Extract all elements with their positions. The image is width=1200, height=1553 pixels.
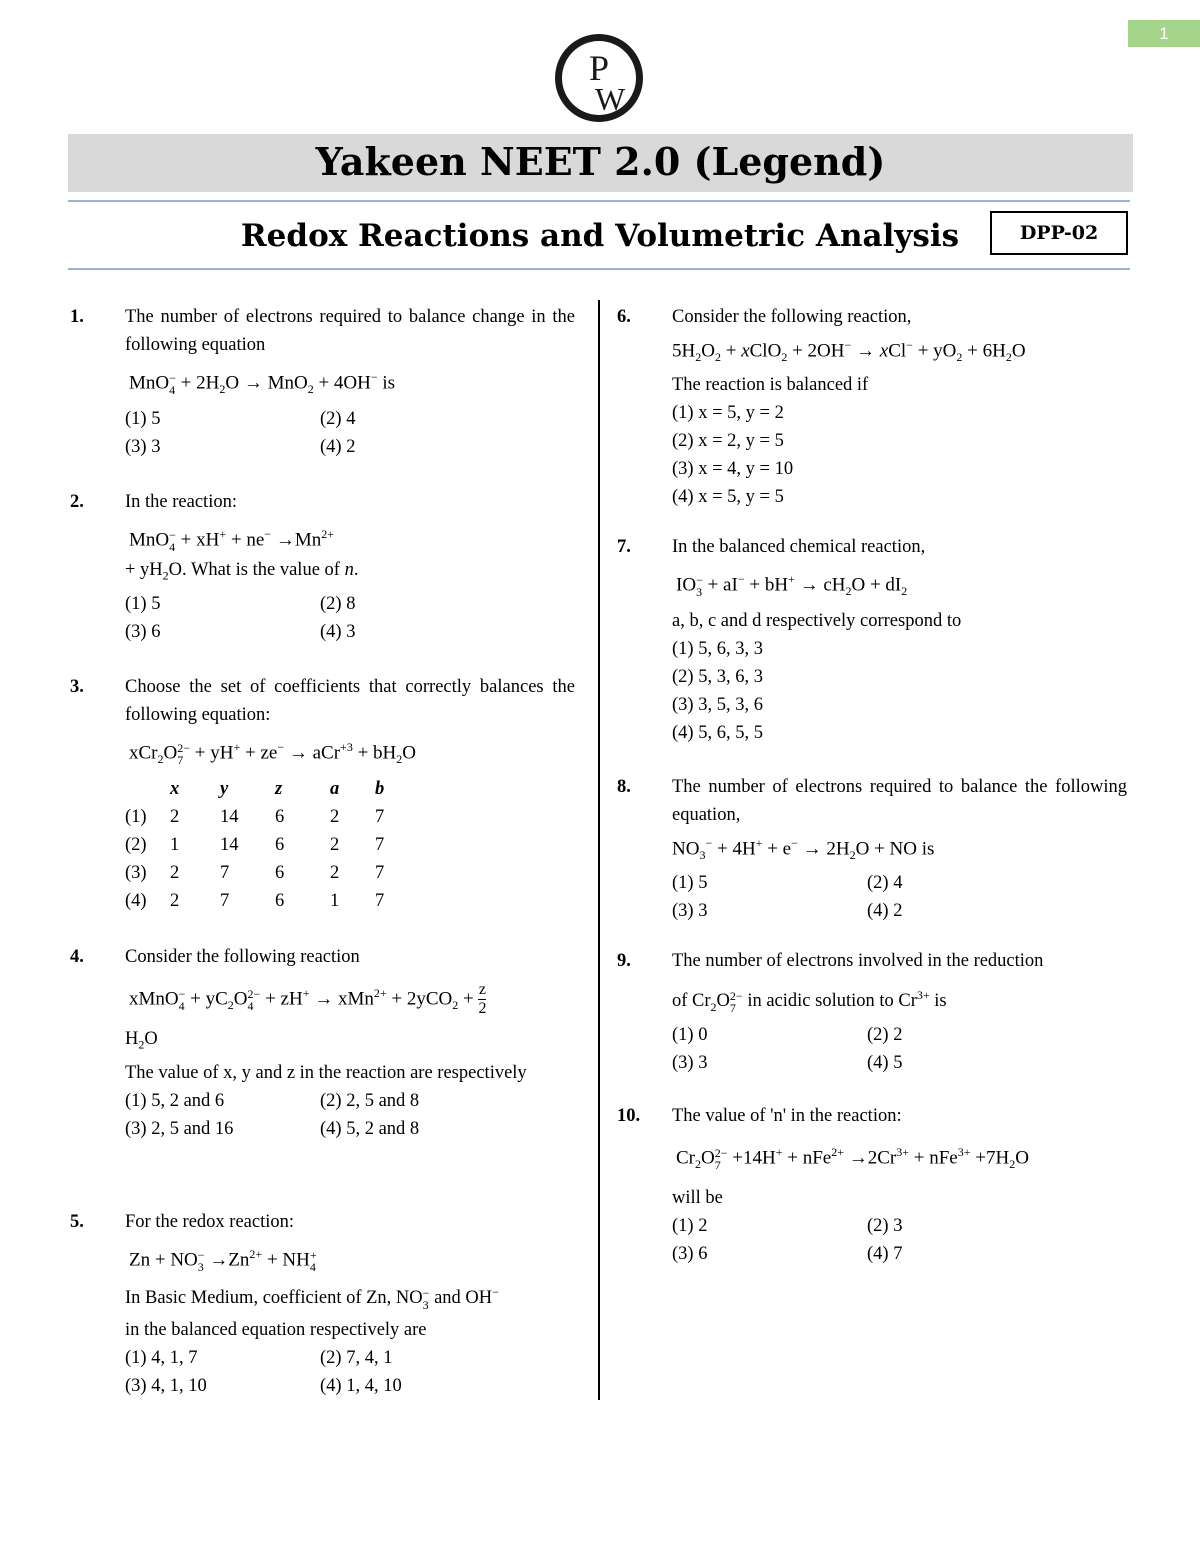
question-number: 7.	[617, 537, 631, 557]
options	[125, 405, 575, 461]
option-2[interactable]: (2) 2, 5 and 8	[320, 1090, 420, 1111]
option-3[interactable]: (3) 2, 5 and 16	[125, 1118, 234, 1139]
option-4[interactable]: (4) 1, 4, 10	[320, 1376, 402, 1397]
question-text: The number of electrons required to balance change in the following equation	[125, 307, 575, 355]
question-8	[617, 773, 1127, 947]
question-text-2: will be	[672, 1188, 723, 1209]
option-3[interactable]: (3) x = 4, y = 10	[672, 459, 794, 480]
option-2[interactable]: (2) 3	[867, 1216, 903, 1237]
equation: xCr$_2$O 2− 7 + $yH^+ + ze^- \to aCr^{+3} + bH_2O$	[129, 740, 416, 767]
page-number: 1	[1128, 20, 1200, 47]
question-text: For the redox reaction:	[125, 1212, 295, 1232]
option-3[interactable]: (3) 3	[672, 1052, 708, 1073]
option-4[interactable]: (4) 5, 2 and 8	[320, 1118, 420, 1139]
equation: Zn + NO − 3 $\to Zn^{2+}$ + NH + 4	[129, 1247, 317, 1274]
table-row[interactable]: (3) 2 7 6 2 7	[125, 862, 385, 883]
question-2	[70, 488, 575, 673]
option-3[interactable]: (3) 3	[125, 437, 161, 458]
option-3[interactable]: (3) 6	[672, 1244, 708, 1265]
equation: MnO − 4 + $2H_2O \to MnO_2 + 4OH^-$ is	[129, 370, 396, 397]
option-1[interactable]: (1) 5	[672, 873, 708, 894]
equation: MnO − 4 + $xH^+ + ne^- \to Mn^{2+}$	[129, 527, 334, 554]
equation: $Cr_2O$ 2− 7 $+14H^+ + nFe^{2+} \to 2Cr^{3+} + nFe^{3+} +7H_2O$	[676, 1145, 1029, 1172]
header-rule-bottom	[68, 268, 1130, 270]
option-1[interactable]: (1) 5, 2 and 6	[125, 1090, 225, 1111]
option-3[interactable]: (3) 3	[672, 901, 708, 922]
question-number: 3.	[70, 677, 84, 697]
option-4[interactable]: (4) 3	[320, 622, 356, 643]
option-4[interactable]: (4) x = 5, y = 5	[672, 487, 784, 508]
options	[672, 635, 1127, 747]
question-number: 1.	[70, 307, 84, 327]
right-column	[617, 303, 1127, 1268]
question-number: 10.	[617, 1106, 641, 1126]
table-row[interactable]: (2) 1 14 6 2 7	[125, 834, 385, 855]
dpp-badge: DPP-02	[990, 211, 1128, 255]
question-number: 4.	[70, 947, 84, 967]
equation: $5H_2O_2$ + xClO$_2$ + $2OH^- \to xCl^- + yO_2 + 6H_2O$	[672, 338, 1026, 365]
options	[672, 1021, 1127, 1077]
question-continuation: + $yH_2O$. What is the value of n.	[125, 560, 359, 584]
question-number: 9.	[617, 951, 631, 971]
question-text-2: In Basic Medium, coefficient of Zn, NO − 3 and OH−	[125, 1285, 499, 1313]
option-1[interactable]: (1) 5	[125, 594, 161, 615]
options	[125, 1087, 575, 1143]
option-2[interactable]: (2) 2	[867, 1024, 903, 1045]
question-text: Choose the set of coefficients that correctly balances the following equation:	[125, 677, 575, 725]
option-4[interactable]: (4) 7	[867, 1244, 903, 1265]
question-text: In the reaction:	[125, 492, 237, 512]
option-1[interactable]: (1) 0	[672, 1024, 708, 1045]
table-header: x y z a b	[170, 778, 385, 799]
options	[125, 1344, 575, 1400]
question-text: The number of electrons required to balance the following equation,	[672, 777, 1127, 825]
equation: IO − 3 + $aI^- + bH^+ \to cH_2O + dI_2$	[676, 572, 908, 599]
coefficient-table	[125, 775, 420, 915]
question-7	[617, 533, 1127, 773]
question-text: In the balanced chemical reaction,	[672, 537, 926, 557]
question-text-2: The reaction is balanced if	[672, 375, 869, 396]
equation: $NO_3^- + 4H^+ + e^- \to 2H_2O$ + NO is	[672, 836, 935, 863]
question-text: The number of electrons involved in the reduction	[672, 951, 1044, 971]
option-1[interactable]: (1) 2	[672, 1216, 708, 1237]
option-3[interactable]: (3) 4, 1, 10	[125, 1376, 207, 1397]
question-text-2: a, b, c and d respectively correspond to	[672, 611, 962, 632]
question-number: 8.	[617, 777, 631, 797]
options	[672, 399, 1127, 511]
question-text-2: The value of x, y and z in the reaction are respectively	[125, 1062, 527, 1083]
question-number: 5.	[70, 1212, 84, 1232]
header-rule-top	[68, 200, 1130, 202]
question-text: Consider the following reaction,	[672, 307, 912, 327]
question-3	[70, 673, 575, 943]
option-1[interactable]: (1) x = 5, y = 2	[672, 403, 784, 424]
options	[672, 1212, 1127, 1268]
option-4[interactable]: (4) 5	[867, 1052, 903, 1073]
options	[125, 590, 575, 646]
question-4	[70, 943, 575, 1208]
question-6	[617, 303, 1127, 533]
question-text: Consider the following reaction	[125, 947, 360, 967]
option-2[interactable]: (2) 4	[320, 409, 356, 430]
question-text-3: in the balanced equation respectively are	[125, 1320, 427, 1341]
option-4[interactable]: (4) 2	[867, 901, 903, 922]
option-1[interactable]: (1) 5	[125, 409, 161, 430]
option-2[interactable]: (2) 4	[867, 873, 903, 894]
equation-continuation: $H_2O$	[125, 1029, 158, 1052]
option-2[interactable]: (2) 7, 4, 1	[320, 1348, 393, 1369]
question-text-2: of $Cr_2O$ 2− 7 in acidic solution to $Cr^{3+}$ is	[672, 988, 947, 1015]
table-row[interactable]: (1) 2 14 6 2 7	[125, 806, 385, 827]
option-1[interactable]: (1) 4, 1, 7	[125, 1348, 198, 1369]
option-2[interactable]: (2) 8	[320, 594, 356, 615]
table-row[interactable]: (4) 2 7 6 1 7	[125, 890, 385, 911]
question-number: 6.	[617, 307, 631, 327]
equation: xMnO − 4 + $yC_2O$ 2− 4 + zH+ → xMn$^{2+}$ + 2yCO$_2$ + $\frac{z}{2}$	[129, 981, 487, 1018]
option-4[interactable]: (4) 5, 6, 5, 5	[672, 723, 763, 744]
question-text: The value of 'n' in the reaction:	[672, 1106, 902, 1126]
question-9	[617, 947, 1127, 1102]
option-4[interactable]: (4) 2	[320, 437, 356, 458]
option-3[interactable]: (3) 6	[125, 622, 161, 643]
question-number: 2.	[70, 492, 84, 512]
options	[672, 869, 1127, 925]
option-2[interactable]: (2) 5, 3, 6, 3	[672, 667, 763, 688]
svg-text:P: P	[589, 48, 610, 88]
question-1	[70, 303, 575, 488]
page-title: Yakeen NEET 2.0 (Legend)	[68, 134, 1133, 192]
question-10	[617, 1102, 1127, 1268]
svg-text:W: W	[595, 81, 626, 117]
option-1[interactable]: (1) 5, 6, 3, 3	[672, 639, 763, 660]
column-divider	[598, 300, 600, 1400]
question-5	[70, 1208, 575, 1400]
pw-logo	[553, 30, 645, 126]
chapter-title: Redox Reactions and Volumetric Analysis	[240, 218, 960, 254]
option-3[interactable]: (3) 3, 5, 3, 6	[672, 695, 763, 716]
option-2[interactable]: (2) x = 2, y = 5	[672, 431, 784, 452]
left-column	[70, 303, 575, 1400]
fraction: $\frac{z}{2}$	[478, 981, 487, 1018]
